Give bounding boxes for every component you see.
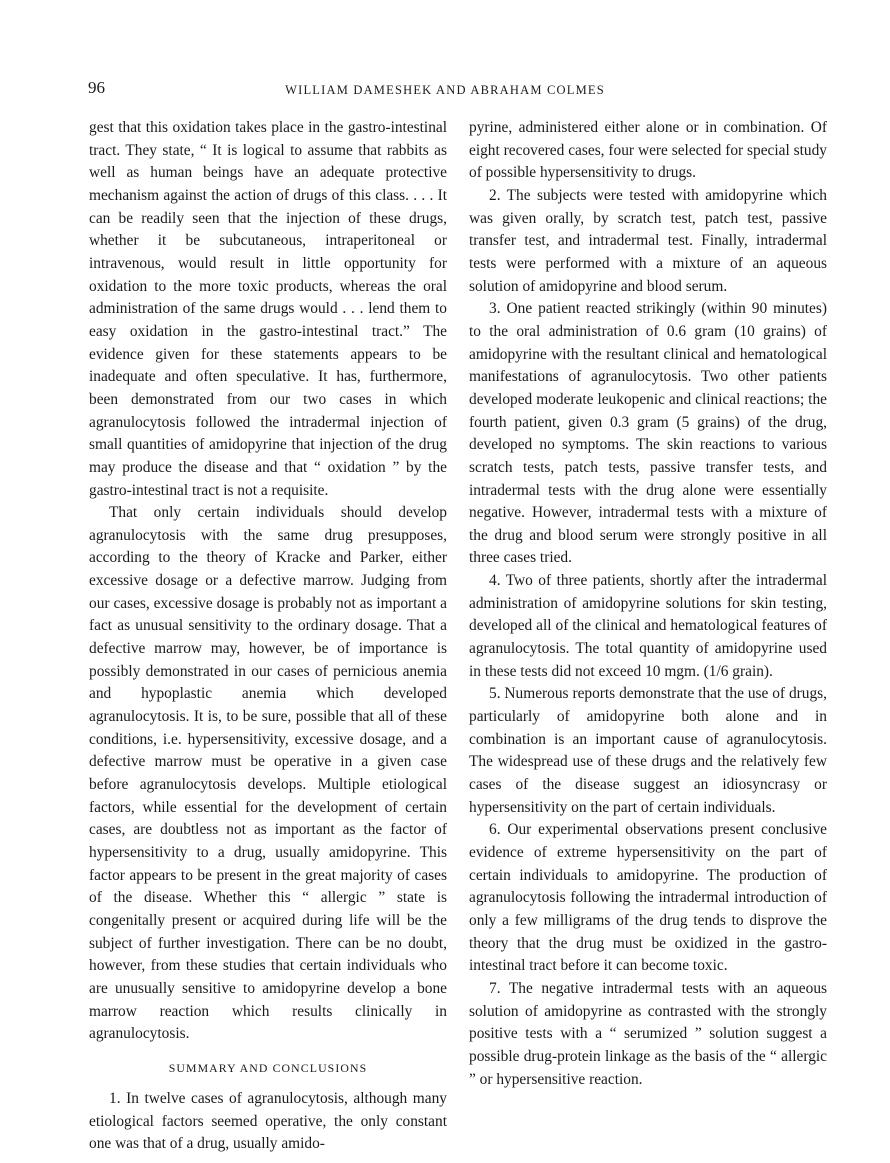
section-heading: SUMMARY AND CONCLUSIONS xyxy=(168,1060,368,1075)
conclusion-item: 3. One patient reacted strikingly (within 90 minutes) to the oral administration of 0.6 gram (10 grains) of amidopyrine with the resultant clinical and hematological manifestations of agranulocytosis. Two other patients developed moderate leukopenic and clinical reactions; the fourth patient, given 0.3 gram (5 grains) of the drug, developed no symptoms. The skin reactions to various scratch tests, patch tests, passive transfer tests, and intradermal tests with the drug alone were essentially negative. However, intradermal tests with a mixture of the drug and blood serum were strongly positive in all three cases tried. xyxy=(469,300,827,567)
body-paragraph: gest that this oxidation takes place in the gastro-intestinal tract. They state, “ It is logical to assume that rabbits as well as human beings have an adequate protective mechanism against the action of drugs of this class. . . . It can be readily seen that the injection of these drugs, whether it be subcutaneous, intraperitoneal or intravenous, would result in little opportunity for oxidation to the more toxic products, whereas the oral administration of the same drugs would . . . lend them to easy oxidation in the gastro-intestinal tract.” The evidence given for these statements appears to be inadequate and often speculative. It has, furthermore, been demonstrated from our two cases in which agranulocytosis followed the intradermal injection of small quantities of amidopyrine that injection of the drug may produce the disease and that “ oxidation ” by the gastro-intestinal tract is not a requisite. xyxy=(89,119,447,499)
conclusion-item: pyrine, administered either alone or in combination. Of eight recovered cases, four were selected for special study of possible hypersensitivity to drugs. xyxy=(469,119,827,182)
conclusion-item: 5. Numerous reports demonstrate that the use of drugs, particularly of amidopyrine both alone and in combination is an important cause of agranulocytosis. The widespread use of these drugs and the relatively few cases of the disease suggest an idiosyncrasy or hypersensitivity on the part of certain individuals. xyxy=(469,685,827,816)
conclusion-item: 6. Our experimental observations present conclusive evidence of extreme hypersensitivity on the part of certain individuals to amidopyrine. The production of agranulocytosis following the intradermal introduction of only a few milligrams of the drug tends to disprove the theory that the drug must be oxidized in the gastro-intestinal tract before it can become toxic. xyxy=(469,821,827,975)
conclusion-item: 7. The negative intradermal tests with an aqueous solution of amidopyrine as contrasted with the strongly positive tests with a “ serumized ” solution suggest a possible drug-protein linkage as the basis of the “ allergic ” or hypersensitive reaction. xyxy=(469,979,827,1088)
conclusion-item: 1. In twelve cases of agranulocytosis, although many etiological factors seemed operative, the only constant one was that of a drug, usually amido- xyxy=(89,1089,447,1153)
conclusion-item: 4. Two of three patients, shortly after the intradermal administration of amidopyrine solutions for skin testing, developed all of the clinical and hematological features of agranulocytosis. The total quantity of amidopyrine used in these tests did not exceed 10 mgm. (1/6 grain). xyxy=(469,572,827,680)
page-number: 96 xyxy=(88,78,105,97)
left-column xyxy=(89,117,447,1156)
conclusion-item: 2. The subjects were tested with amidopyrine which was given orally, by scratch test, patch test, passive transfer test, and intradermal test. Finally, intradermal tests were performed with a mixture of an aqueous solution of amidopyrine and blood serum. xyxy=(469,186,827,295)
right-column xyxy=(469,117,827,1091)
body-paragraph: That only certain individuals should develop agranulocytosis with the same drug presupposes, according to the theory of Kracke and Parker, either excessive dosage or a defective marrow. Judging from our cases, excessive dosage is probably not as important a fact as unusual sensitivity to the ordinary dosage. That a defective marrow may, however, be of importance is possibly demonstrated in our cases of pernicious anemia and hypoplastic anemia which developed agranulocytosis. It is, to be sure, possible that all of these conditions, i.e. hypersensitivity, excessive dosage, and a defective marrow must be operative in a given case before agranulocytosis develops. Multiple etiological factors, while essential for the development of certain cases, are doubtless not as important as the factor of hypersensitivity to a drug, usually amidopyrine. This factor appears to be present in the great majority of cases of the disease. Whether this “ allergic ” state is congenitally present or acquired during life will be the subject of further investigation. There can be no doubt, however, from these studies that certain individuals who are unusually sensitive to amidopyrine develop a bone marrow reaction which results clinically in agranulocytosis. xyxy=(89,504,447,1043)
running-head: WILLIAM DAMESHEK AND ABRAHAM COLMES xyxy=(285,83,605,97)
